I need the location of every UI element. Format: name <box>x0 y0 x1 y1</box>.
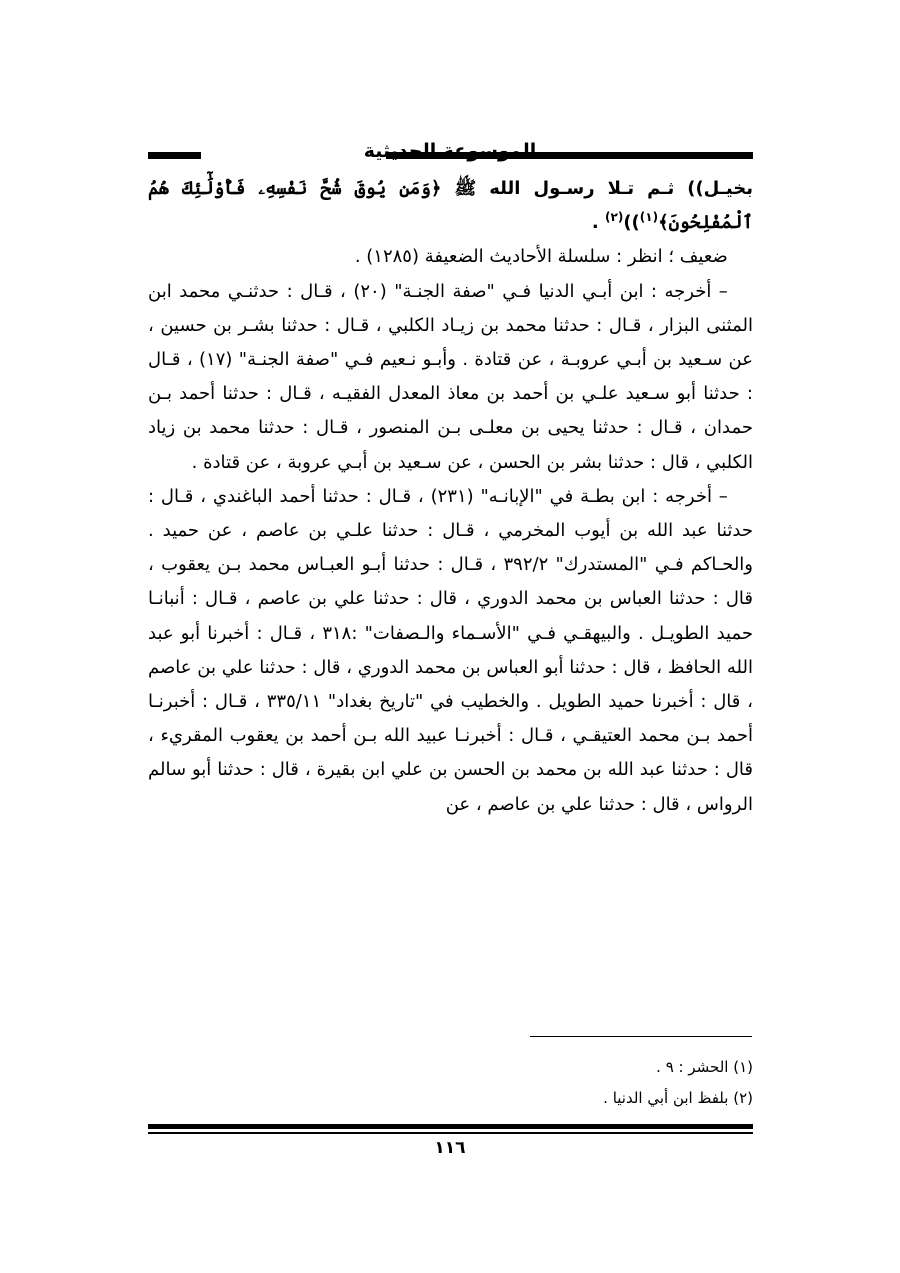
quran-verse: ﴿وَمَن يُوقَ شُحَّ نَفْسِهِۦ فَأُوْلَٰٓئِكَ هُمُ ٱلْمُفْلِحُونَ﴾ <box>148 178 753 234</box>
takhrij-paragraph-1: – أخرجه : ابن أبـي الدنيا فـي "صفة الجنـة" (٢٠) ، قـال : حدثنـي محمد ابن المثنى البزار ، قـال : حدثنا محمد بن زيـاد الكلبي ، قـال : حدثنا بشـر بن حسين ، عن سـعيد بن أبـي عروبـة ، عن قتادة . وأبـو نـعيم فـي "صفة الجنـة" (١٧) ، قـال : حدثنا أبو سـعيد علـي بن أحمد بن معاذ المعدل الفقيـه ، قـال : حدثنا أحمد بـن حمدان ، قـال : حدثنا يحيى بن معلـى بـن المنصور ، قـال : حدثنا محمد بن زياد الكلبي ، قال : حدثنا بشر بن الحسن ، عن سـعيد بن أبـي عروبة ، عن قتادة . <box>148 280 753 473</box>
running-header-title: الموسوعة الحديثية <box>363 140 537 162</box>
footnote-1: (١) الحشر : ٩ . <box>656 1058 753 1076</box>
footnote-ref-2: (٢) <box>605 210 624 225</box>
grading-paragraph: ضعيف ؛ انظر : سلسلة الأحاديث الضعيفة (١٢٨٥) . <box>354 246 728 268</box>
takhrij-paragraph-2: – أخرجه : ابن بطـة في "الإبانـه" (٢٣١) ، قـال : حدثنا أحمد الباغندي ، قـال : حدثنا عبد الله بن أيوب المخرمي ، قـال : حدثنا علـي بن عاصم ، عن حميد . والحـاكم فـي "المستدرك" ٣٩٢/٢ ، قـال : حدثنا أبـو العبـاس محمد بـن يعقوب ، قال : حدثنا العباس بن محمد الدوري ، قال : حدثنا علي بن عاصم ، قـال : أنبانـا حميد الطويـل . والبيهقـي فـي "الأسـماء والـصفات" :٣١٨ ، قـال : أخبرنا أبو عبد الله الحافظ ، قال : حدثنا أبو العباس بن محمد الدوري ، قال : حدثنا علي بن عاصم ، قال : أخبرنا حميد الطويل . والخطيب في "تاريخ بغداد" ٣٣٥/١١ ، قـال : أخبرنـا أحمد بـن محمد العتيقـي ، قـال : أخبرنـا عبيد الله بـن أحمد بن يعقوب المقريء ، قال : حدثنا عبد الله بن محمد بن الحسن بن علي ابن بقيرة ، قال : حدثنا أبو سالم الرواس ، قال : حدثنا علي بن عاصم ، عن <box>148 485 754 815</box>
bottom-rule-thin <box>148 1132 753 1134</box>
quote-paragraph <box>148 172 753 240</box>
footnotes <box>148 1052 753 1114</box>
footnote-2: (٢) بلفظ ابن أبي الدنيا . <box>603 1089 753 1107</box>
footnote-separator <box>530 1036 752 1037</box>
header-rule-left <box>148 152 201 159</box>
quote-end: . <box>591 212 606 234</box>
quote-close: )) <box>623 212 640 234</box>
body-text <box>148 172 753 822</box>
footnote-ref-1: (١) <box>639 210 659 225</box>
bottom-rule-thick <box>148 1124 753 1129</box>
page-number: ١١٦ <box>434 1138 466 1158</box>
quote-intro: بخيـل)) ثـم تـلا رسـول الله ﷺ <box>454 178 753 199</box>
